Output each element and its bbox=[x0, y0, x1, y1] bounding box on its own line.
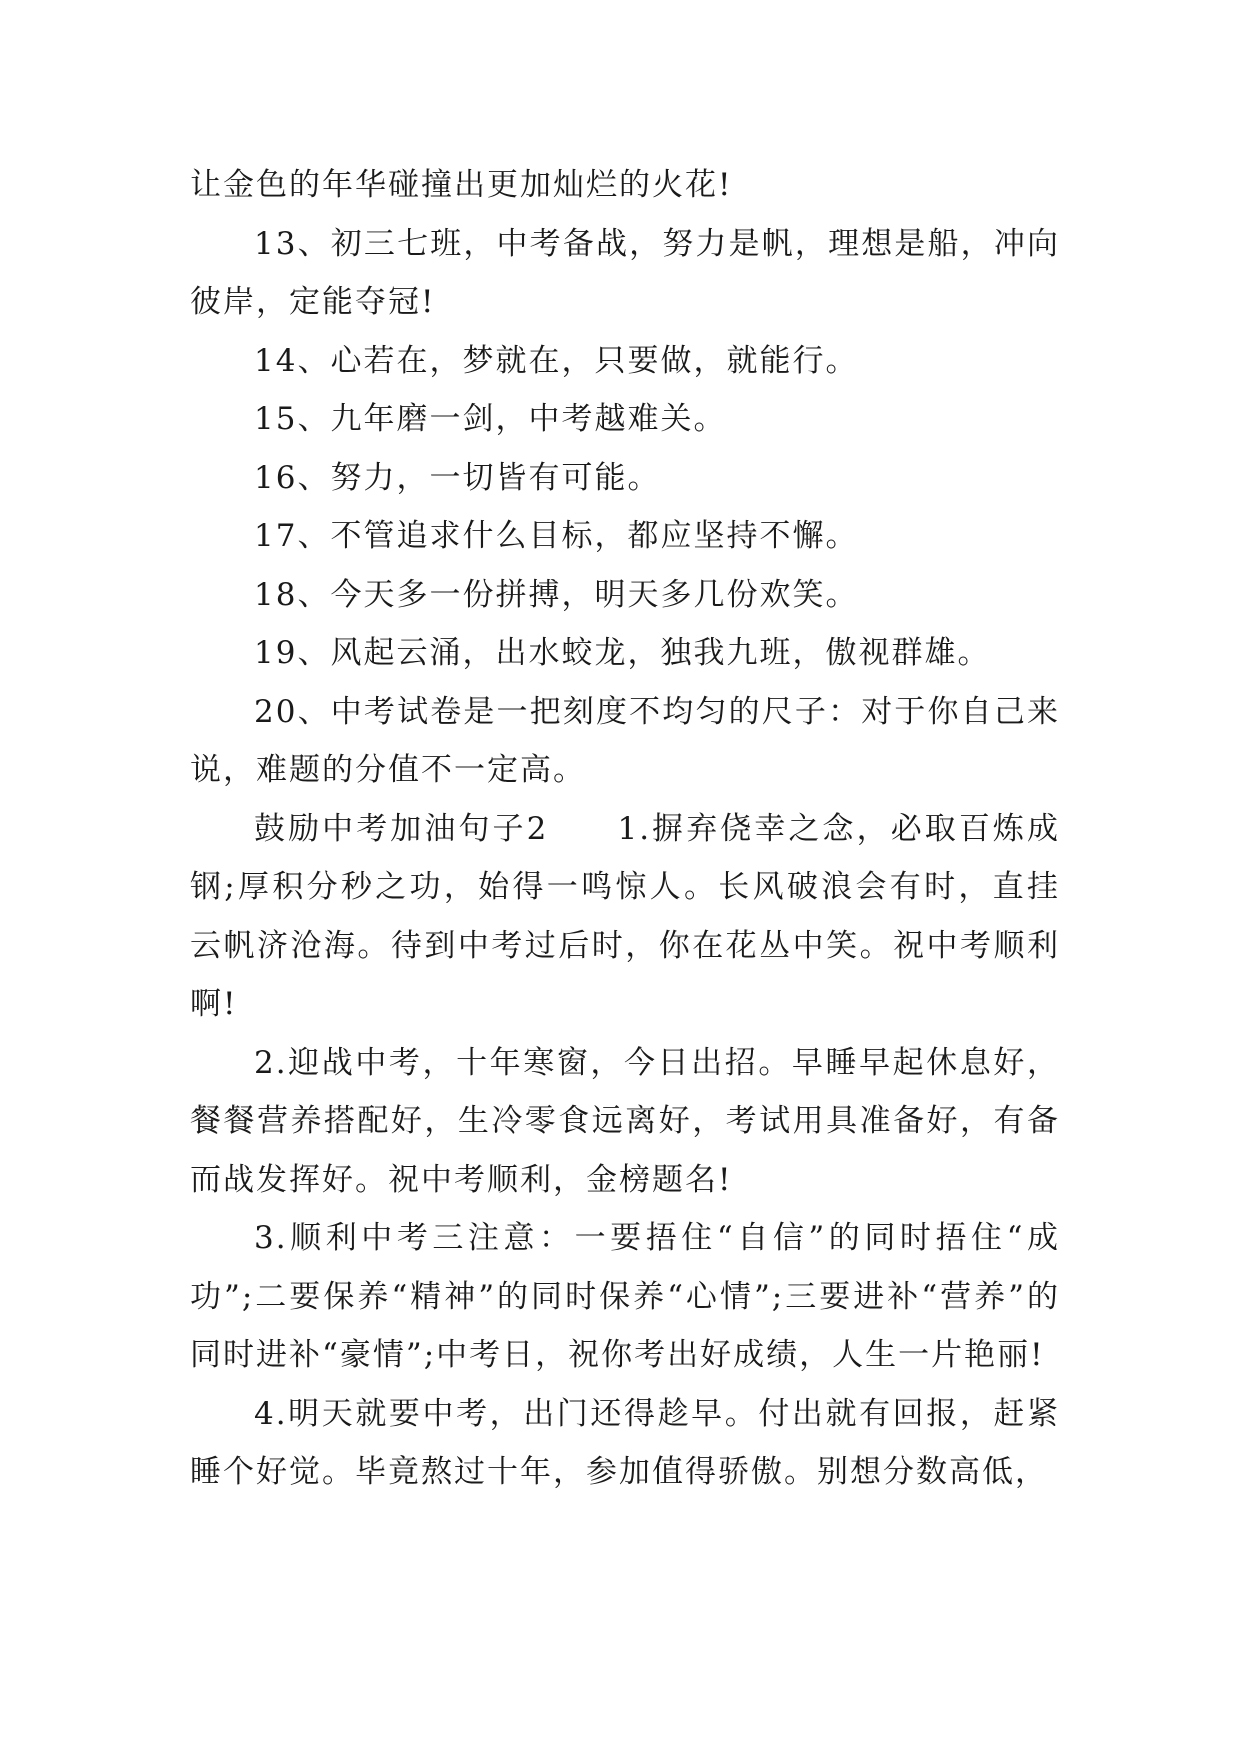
paragraph: 18、今天多一份拼搏，明天多几份欢笑。 bbox=[254, 576, 859, 613]
document-body bbox=[190, 156, 1060, 1502]
paragraph: 鼓励中考加油句子2 1.摒弃侥幸之念，必取百炼成钢;厚积分秒之功，始得一鸣惊人。长风破浪会有时，直挂云帆济沧海。待到中考过后时，你在花丛中笑。祝中考顺利啊! bbox=[190, 810, 1060, 1022]
paragraph: 2.迎战中考，十年寒窗，今日出招。早睡早起休息好，餐餐营养搭配好，生冷零食远离好，考试用具准备好，有备而战发挥好。祝中考顺利，金榜题名! bbox=[190, 1044, 1060, 1198]
paragraph: 4.明天就要中考，出门还得趁早。付出就有回报，赶紧睡个好觉。毕竟熬过十年，参加值得骄傲。别想分数高低， bbox=[190, 1395, 1060, 1490]
paragraph: 15、九年磨一剑，中考越难关。 bbox=[254, 401, 727, 437]
paragraph: 16、努力，一切皆有可能。 bbox=[254, 459, 661, 496]
paragraph: 13、初三七班，中考备战，努力是帆，理想是船，冲向彼岸，定能夺冠! bbox=[190, 225, 1060, 320]
paragraph: 14、心若在，梦就在，只要做，就能行。 bbox=[254, 342, 859, 379]
paragraph: 20、中考试卷是一把刻度不均匀的尺子：对于你自己来说，难题的分值不一定高。 bbox=[190, 693, 1060, 788]
paragraph: 19、风起云涌，出水蛟龙，独我九班，傲视群雄。 bbox=[254, 635, 991, 671]
paragraph: 3.顺利中考三注意：一要捂住“自信”的同时捂住“成功”;二要保养“精神”的同时保养“心情”;三要进补“营养”的同时进补“豪情”;中考日，祝你考出好成绩，人生一片艳丽! bbox=[190, 1220, 1060, 1373]
paragraph: 让金色的年华碰撞出更加灿烂的火花! bbox=[190, 167, 733, 203]
paragraph: 17、不管追求什么目标，都应坚持不懈。 bbox=[254, 518, 859, 554]
